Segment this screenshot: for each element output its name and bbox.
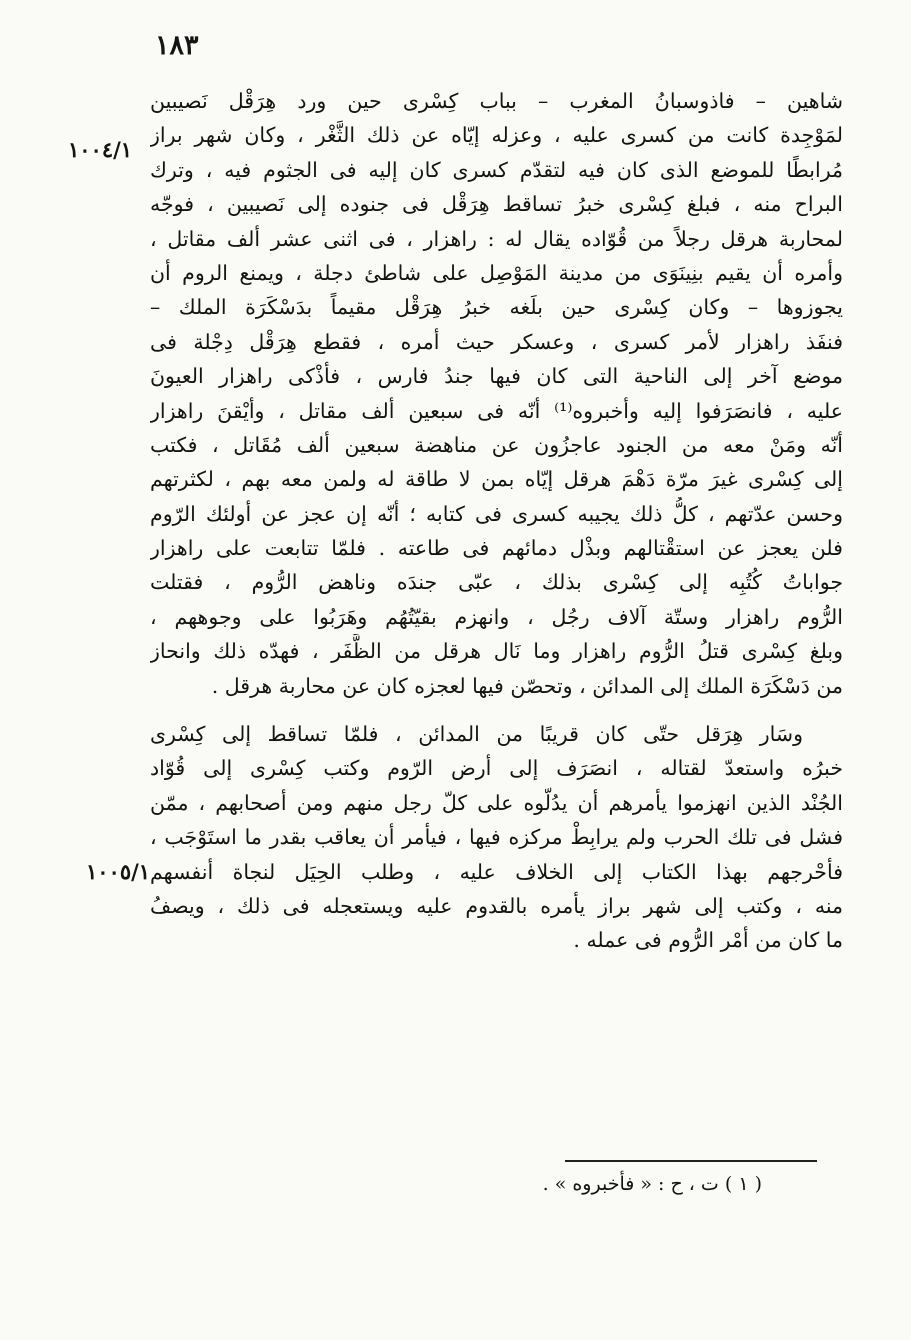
text-line: أنّه ومَنْ معه من الجنود عاجزُون عن مناهضة سبعين ألف مُقَاتل ، فكتب (150, 432, 843, 457)
text-line: لمحاربة هرقل رجلاً من قُوّاده يقال له : راهزار ، فى اثنى عشر ألف مقاتل ، (150, 226, 843, 251)
text-line: من دَسْكَرَة الملك إلى المدائن ، وتحصّن فيها لعجزه كان عن محاربة هرقل . (211, 673, 843, 698)
body-text (150, 84, 843, 958)
text-line: فنفَذ راهزار لأمر كسرى ، وعسكر حيث أمره ، فقطع هِرَقْل دِجْلة فى (150, 329, 843, 354)
margin-reference-1: ١٠٠٤/١ (68, 137, 133, 162)
text-line: مُرابطًا للموضع الذى كان فيه لتقدّم كسرى كان إليه فى الجثوم فيه ، وترك (150, 157, 843, 182)
text-line: وحسن عدّتهم ، كلُّ ذلك يجيبه كسرى فى كتابه ؛ أنّه إن عجز عن أولئك الرّوم (150, 501, 843, 526)
footnote-divider (565, 1160, 817, 1162)
text-line: موضع آخر إلى الناحية التى كان فيها جندُ فارس ، فأذْكى راهزار العيونَ (150, 364, 843, 389)
footnote: ( ١ ) ت ، ح : « فأخبروه » . (542, 1173, 762, 1195)
paragraph-2 (150, 717, 843, 958)
text-line: جواباتُ كُتُبِه إلى كِسْرى بذلك ، عبّى جندَه وناهض الرُّوم ، فقتلت (150, 570, 843, 595)
paragraph-1 (150, 84, 843, 703)
text-line: وبلغ كِسْرى قتلُ الرُّوم راهزار وما نَال هرقل من الظَّفَر ، فهدّه ذلك وانحاز (150, 639, 843, 664)
text-line: فلن يعجز عن استقْتالهم وبذْل دمائهم فى طاعته . فلمّا تتابعت على راهزار (150, 536, 843, 561)
text-line: البراح منه ، فبلغ كِسْرى خبرُ تساقط هِرَقْل فى جنوده إلى نَصيبين ، فوجّه (150, 192, 843, 217)
text-line: يجوزوها – وكان كِسْرى حين بلَغه خبرُ هِرَقْل مقيماً بدَسْكَرَة الملك – (150, 295, 843, 320)
text-line: منه ، وكتب إلى شهر براز يأمره بالقدوم عليه ويستعجله فى ذلك ، ويصفُ (150, 893, 843, 918)
margin-reference-2: ١٠٠٥/١ (86, 859, 151, 884)
text-line: فأحْرجهم بهذا الكتاب إلى الخلاف عليه ، وطلب الحِيَل لنجاة أنفسهم (150, 859, 843, 884)
text-line: فشل فى تلك الحرب ولم يرابِطْ مركزه فيها ، فيأمر أن يعاقب بقدر ما استَوْجَب ، (150, 825, 843, 850)
text-line: لمَوْجِدة كانت من كسرى عليه ، وعزله إيّاه عن ذلك الثَّغْر ، وكان شهر براز (150, 123, 843, 148)
text-line: شاهين – فاذوسبانُ المغرب – بباب كِسْرى حين ورد هِرَقْل نَصيبين (150, 89, 843, 113)
page-number: ١٨٣ (155, 30, 199, 61)
text-line: عليه ، فانصَرَفوا إليه وأخبروه⁽¹⁾ أنّه فى سبعين ألف مقاتل ، وأيْقنَ راهزار (150, 398, 843, 423)
text-line: إلى كِسْرى غيرَ مرّة دَهْمَ هرقل إيّاه بمن لا طاقة له ولمن معه بهم ، لكثرتهم (150, 467, 843, 492)
text-line: الرُّوم راهزار وستّة آلاف رجُل ، وانهزم بقيّتُهُم وهَرَبُوا على وجوههم ، (150, 604, 843, 629)
text-line: وسَار هِرَقل حتّى كان قريبًا من المدائن ، فلمّا تساقط إلى كِسْرى (150, 722, 803, 747)
text-line: خبرُه واستعدّ لقتاله ، انصَرَف إلى أرض الرّوم وكتب كِسْرى إلى قُوّاد (150, 756, 843, 781)
text-line: وأمره أن يقيم بنِينَوَى من مدينة المَوْصِل على شاطئ دجلة ، ويمنع الروم أن (150, 260, 843, 285)
text-line: ما كان من أمْر الرُّوم فى عمله . (573, 928, 843, 953)
text-line: الجُنْد الذين انهزموا يأمرهم أن يدُلّوه على كلّ رجل منهم ومن أصحابهم ، ممّن (150, 790, 843, 815)
